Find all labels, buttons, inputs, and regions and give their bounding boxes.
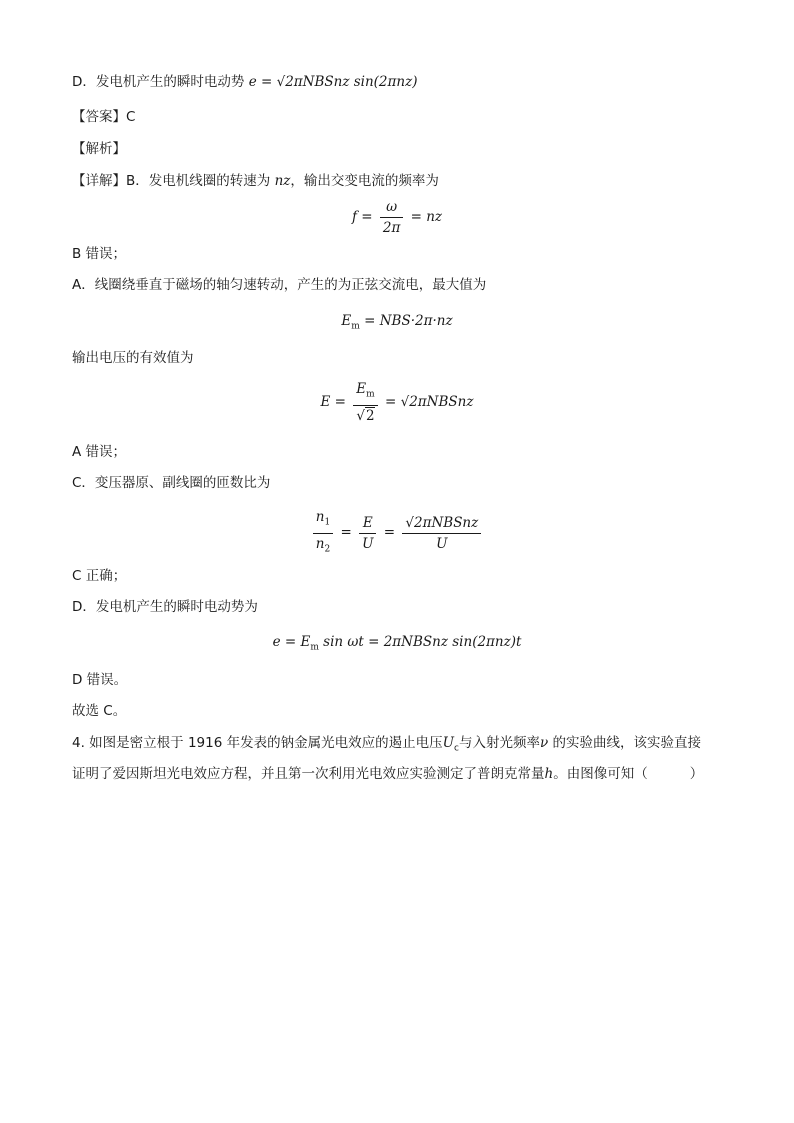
eq-n-num-l: [313, 508, 333, 534]
eq-f-fraction: [380, 198, 403, 237]
q4-line-2: [72, 764, 703, 784]
q4-line1-b: 与入射光频率: [458, 735, 540, 751]
d-wrong: D 错误。: [72, 672, 128, 688]
equation-instantaneous: [0, 632, 794, 658]
choose-line: 故选 C。: [72, 703, 127, 719]
eq-inst-lhs: e = E: [272, 634, 311, 650]
q4-line2-c: ）: [689, 766, 704, 782]
eq-em-rhs: = NBS·2π·nz: [364, 313, 453, 329]
eq-n-den-m: U: [362, 535, 374, 552]
d-text: D．发电机产生的瞬时电动势为: [72, 599, 258, 615]
eq-n-den-l: [313, 534, 333, 559]
eq-n-den-l-sub: 2: [324, 544, 331, 555]
q4-uc-sub: c: [454, 743, 459, 754]
eq-e-num: [353, 380, 377, 406]
eq-e-fraction: [353, 380, 377, 425]
equation-em: [0, 311, 794, 337]
equation-frequency: [0, 198, 794, 237]
q4-line1-c: 的实验曲线，该实验直接: [552, 735, 701, 751]
eq-e-den-text: 2: [366, 407, 375, 424]
eq-inst-sub: m: [310, 642, 319, 653]
eq-n-den-r: U: [436, 535, 448, 552]
eq-n-fraction-mid: [359, 514, 376, 553]
a-wrong: A 错误；: [72, 444, 127, 460]
q4-line1-a: 4. 如图是密立根于 1916 年发表的钠金属光电效应的遏止电压: [72, 735, 443, 751]
eq-n-num-l-sub: 1: [324, 517, 331, 528]
eq-n-num-l-text: n: [315, 509, 325, 525]
detail-lead: 【详解】B．发电机线圈的转速为: [72, 173, 271, 189]
eq-f-den: 2π: [382, 220, 401, 236]
eq-n-den-l-text: n: [315, 535, 325, 552]
eq-e-rhs: = √2πNBSnz: [385, 393, 474, 410]
answer-line: 【答案】C: [72, 109, 136, 125]
detail-line: [72, 171, 439, 191]
eq-e-den: √2: [356, 407, 375, 424]
q4-uc: U: [442, 735, 455, 751]
eq-n-num-r: √2πNBSnz: [402, 514, 481, 534]
eq-e-num-text: E: [356, 381, 367, 397]
c-text: C．变压器原、副线圈的匝数比为: [72, 475, 271, 491]
detail-tail: ，输出交变电流的频率为: [290, 173, 439, 189]
rms-text: 输出电压的有效值为: [72, 350, 194, 366]
eq-em-sub: m: [351, 321, 360, 332]
eq-f-lhs: f =: [351, 209, 373, 225]
equation-turns-ratio: $\frac{n_1}{n_2}$ = $\frac{E}{U}$ = $\frac{\text{√2πNBSnz}}{U}$: [0, 508, 794, 558]
eq-e-lhs: E =: [320, 393, 346, 410]
b-wrong: B 错误；: [72, 246, 127, 262]
q4-line-1: [72, 733, 701, 759]
eq-n-fraction-right: [402, 514, 481, 553]
q4-line2-a: 证明了爱因斯坦光电效应方程，并且第一次利用光电效应实验测定了普朗克常量: [72, 766, 545, 782]
q4-h: h: [544, 766, 554, 782]
option-d-label: D．发电机产生的瞬时电动势: [72, 74, 245, 90]
eq-f-rhs: = nz: [410, 209, 443, 225]
option-d-equation: e = √2πNBSnz sin(2πnz): [248, 74, 418, 90]
eq-inst-rhs: sin ωt = 2πNBSnz sin(2πnz)t: [323, 634, 522, 650]
q4-line2-b: 。由图像可知（: [553, 766, 648, 782]
eq-e-num-sub: m: [366, 389, 375, 400]
eq-n-num-m: E: [359, 514, 376, 534]
a-text: A．线圈绕垂直于磁场的轴匀速转动，产生的为正弦交流电，最大值为: [72, 277, 487, 293]
equation-rms: [0, 380, 794, 425]
analysis-heading: 【解析】: [72, 141, 126, 157]
eq-f-num: ω: [380, 198, 403, 218]
q4-nu: ν: [539, 735, 549, 751]
eq-n-fraction-left: [313, 508, 333, 558]
eq-em-lhs: E: [341, 313, 352, 329]
detail-var: nz: [274, 173, 291, 189]
option-d-line: [72, 72, 417, 92]
c-right: C 正确；: [72, 568, 127, 584]
